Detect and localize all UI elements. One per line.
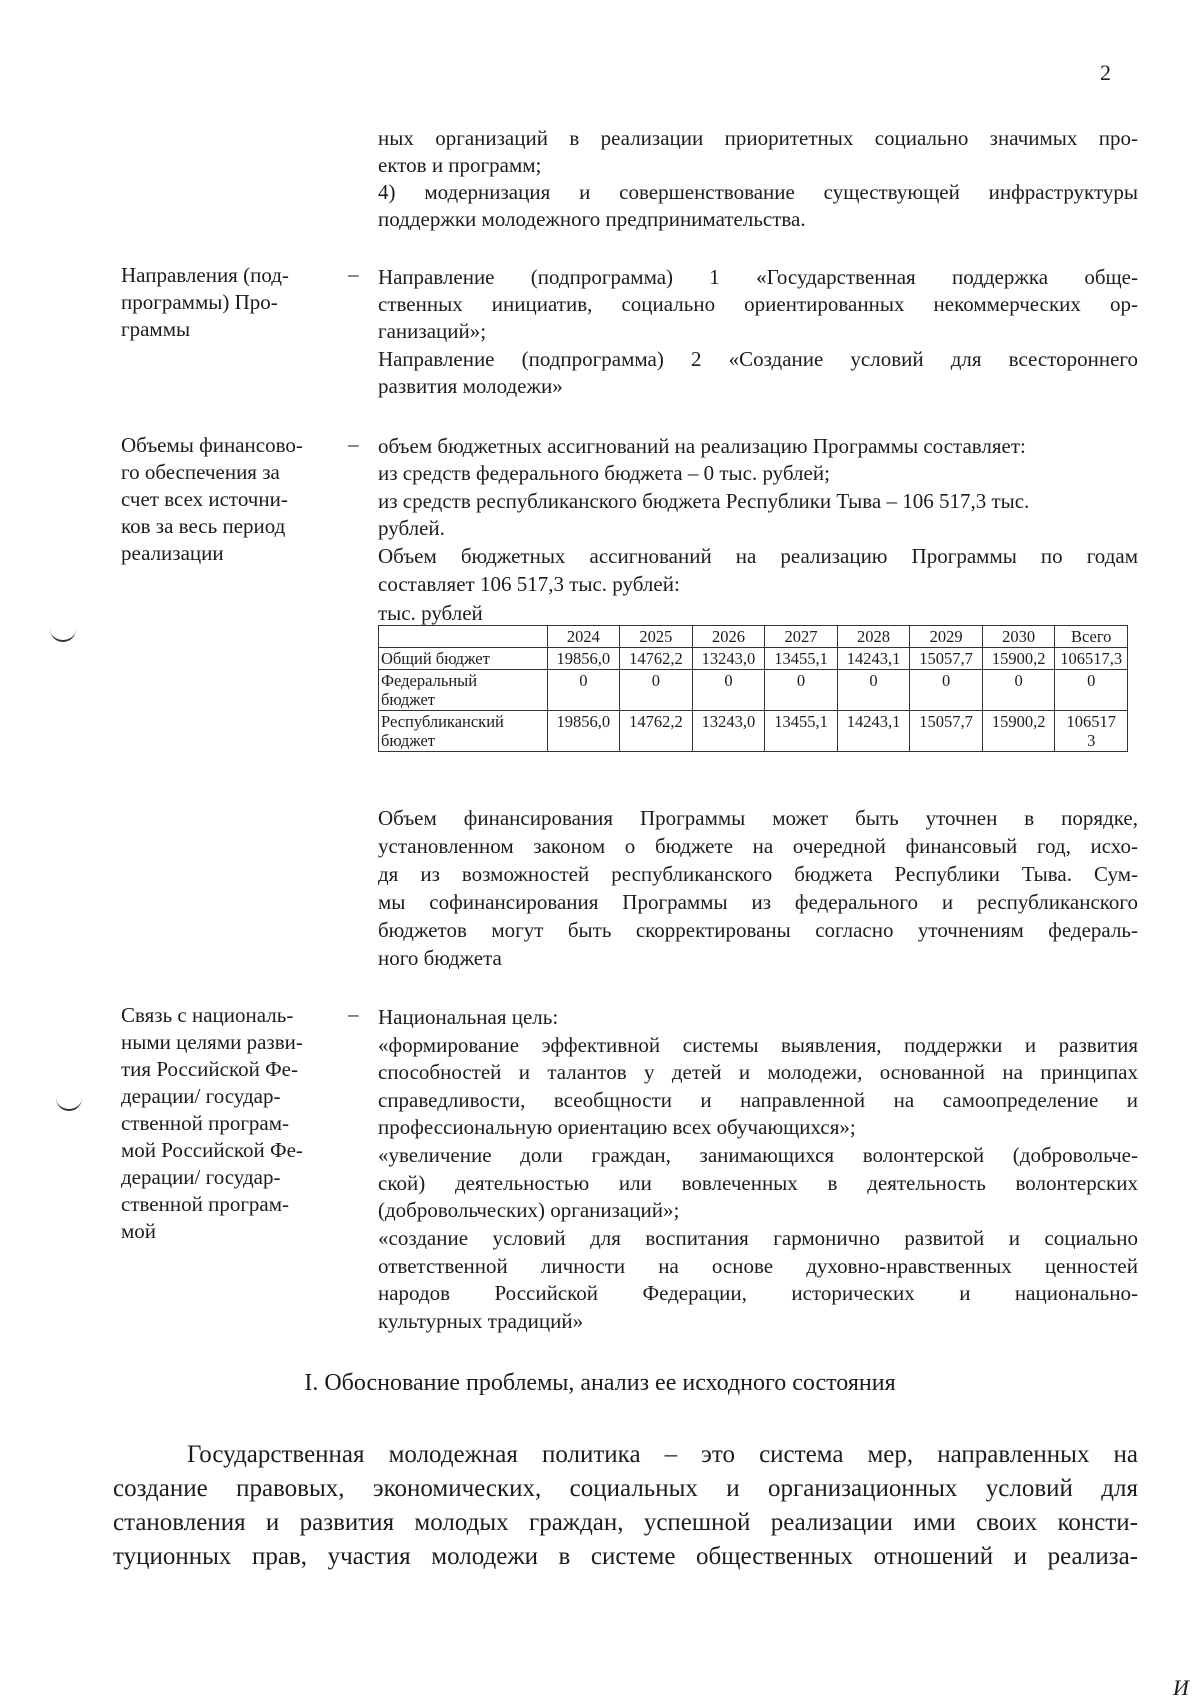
table-cell: 14762,2 [620, 711, 693, 752]
table-cell: 0 [547, 670, 620, 711]
funding-line-2: из средств федерального бюджета – 0 тыс. рублей; [378, 461, 830, 485]
table-cell: 15900,2 [982, 648, 1055, 670]
directions-dash: – [348, 262, 359, 286]
table-header-cell: 2029 [910, 626, 983, 648]
funding-after-line-1: Объем финансирования Программы может быть уточнен в порядке, [378, 806, 1138, 830]
goals-line-6: «увеличение доли граждан, занимающихся волонтерской (добровольче- [378, 1143, 1138, 1167]
goals-line-4: справедливости, всеобщности и направленной на самоопределение и [378, 1088, 1138, 1112]
goals-line-8: (добровольческих) организаций»; [378, 1198, 680, 1222]
intro-line-2: ектов и программ; [378, 153, 542, 177]
table-cell: 106517,3 [1055, 648, 1128, 670]
funding-line-6: составляет 106 517,3 тыс. рублей: [378, 572, 680, 596]
table-cell: 15057,7 [910, 648, 983, 670]
intro-line-1: ных организаций в реализации приоритетных социально значимых про- [378, 126, 1138, 150]
funding-line-4: рублей. [378, 516, 445, 540]
directions-line-2: ственных инициатив, социально ориентированных некоммерческих ор- [378, 292, 1138, 316]
body-line-1: Государственная молодежная политика – это система мер, направленных на [187, 1441, 1138, 1468]
intro-line-4: поддержки молодежного предпринимательства. [378, 207, 806, 231]
body-line-3: становления и развития молодых граждан, успешной реализации ими своих консти- [113, 1509, 1138, 1536]
table-cell: 15900,2 [982, 711, 1055, 752]
directions-line-4: Направление (подпрограмма) 2 «Создание условий для всестороннего [378, 347, 1138, 371]
directions-label: Направления (под- программы) Про- граммы [121, 263, 289, 341]
goals-line-9: «создание условий для воспитания гармонично развитой и социально [378, 1226, 1138, 1250]
funding-table [378, 625, 1128, 752]
corner-handwritten-mark: И [1173, 1675, 1189, 1700]
funding-label: Объемы финансово- го обеспечения за счет всех источни- ков за весь период реализации [121, 433, 303, 565]
table-cell: 106517 3 [1055, 711, 1128, 752]
table-unit-label: тыс. рублей [378, 601, 483, 625]
funding-after-line-6: ного бюджета [378, 946, 502, 970]
table-cell: 0 [982, 670, 1055, 711]
directions-line-3: ганизаций»; [378, 319, 487, 343]
goals-line-10: ответственной личности на основе духовно-нравственных ценностей [378, 1254, 1138, 1278]
funding-dash: – [348, 432, 359, 456]
table-header-cell: 2030 [982, 626, 1055, 648]
table-header-cell: 2027 [765, 626, 838, 648]
table-header-cell: 2028 [837, 626, 910, 648]
goals-line-2: «формирование эффективной системы выявления, поддержки и развития [378, 1033, 1138, 1057]
funding-after-line-2: установленном законом о бюджете на очередной финансовый год, исхо- [378, 834, 1138, 858]
directions-line-1: Направление (подпрограмма) 1 «Государственная поддержка обще- [378, 265, 1138, 289]
chapter-heading: I. Обоснование проблемы, анализ ее исходного состояния [304, 1370, 896, 1396]
goals-line-5: профессиональную ориентацию всех обучающихся»; [378, 1115, 856, 1139]
goals-line-7: ской) деятельностью или вовлеченных в деятельность волонтерских [378, 1171, 1138, 1195]
table-cell: 0 [910, 670, 983, 711]
funding-line-5: Объем бюджетных ассигнований на реализацию Программы по годам [378, 544, 1138, 568]
table-header-cell [379, 626, 548, 648]
table-cell: 0 [620, 670, 693, 711]
table-cell: 19856,0 [547, 648, 620, 670]
table-cell: 0 [692, 670, 765, 711]
table-cell: 0 [1055, 670, 1128, 711]
directions-line-5: развития молодежи» [378, 374, 563, 398]
staple-mark [50, 628, 76, 642]
page-number: 2 [1100, 60, 1111, 85]
table-cell: 13243,0 [692, 711, 765, 752]
goals-dash: – [348, 1002, 359, 1026]
table-cell: 0 [765, 670, 838, 711]
goals-label: Связь с националь- ными целями разви- тия Российской Фе- дерации/ государ- ственной програм- мой Российской Фе- дерации/ государ- ственной програм- мой [121, 1003, 303, 1243]
table-cell: 19856,0 [547, 711, 620, 752]
table-cell: 15057,7 [910, 711, 983, 752]
funding-after-line-4: мы софинансирования Программы из федерального и республиканского [378, 890, 1138, 914]
table-cell: 0 [837, 670, 910, 711]
table-row-name: Общий бюджет [379, 648, 548, 670]
funding-after-line-3: дя из возможностей республиканского бюджета Республики Тыва. Сум- [378, 862, 1138, 886]
goals-line-3: способностей и талантов у детей и молодежи, основанной на принципах [378, 1060, 1138, 1084]
goals-line-1: Национальная цель: [378, 1005, 559, 1029]
funding-line-1: объем бюджетных ассигнований на реализацию Программы составляет: [378, 434, 1026, 458]
table-cell: 13455,1 [765, 711, 838, 752]
intro-line-3: 4) модернизация и совершенствование существующей инфраструктуры [378, 180, 1138, 204]
funding-after-line-5: бюджетов могут быть скорректированы согласно уточнениям федераль- [378, 918, 1138, 942]
body-line-2: создание правовых, экономических, социальных и организационных условий для [113, 1475, 1138, 1502]
table-cell: 14243,1 [837, 648, 910, 670]
table-row-name: Федеральный бюджет [379, 670, 548, 711]
funding-line-3: из средств республиканского бюджета Республики Тыва – 106 517,3 тыс. [378, 489, 1030, 513]
table-header-cell: 2025 [620, 626, 693, 648]
table-cell: 14243,1 [837, 711, 910, 752]
table-header-row [379, 626, 1128, 648]
table-cell: 13243,0 [692, 648, 765, 670]
goals-line-12: культурных традиций» [378, 1309, 584, 1333]
body-line-4: туционных прав, участия молодежи в системе общественных отношений и реализа- [113, 1543, 1138, 1570]
table-cell: 14762,2 [620, 648, 693, 670]
goals-line-11: народов Российской Федерации, исторических и национально- [378, 1281, 1138, 1305]
staple-mark [56, 1097, 82, 1111]
table-row [379, 648, 1128, 670]
table-header-cell: 2026 [692, 626, 765, 648]
table-row-name: Республиканский бюджет [379, 711, 548, 752]
table-header-cell: 2024 [547, 626, 620, 648]
table-row [379, 711, 1128, 752]
table-cell: 13455,1 [765, 648, 838, 670]
table-row [379, 670, 1128, 711]
table-header-cell: Всего [1055, 626, 1128, 648]
